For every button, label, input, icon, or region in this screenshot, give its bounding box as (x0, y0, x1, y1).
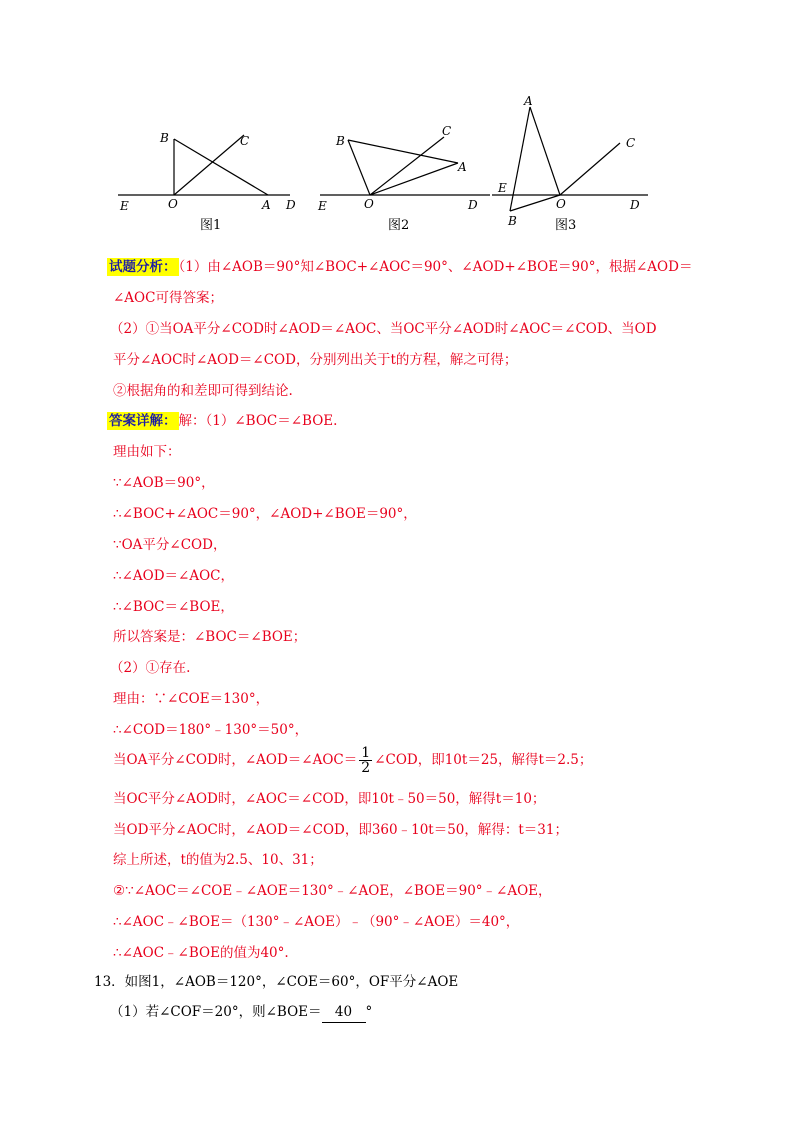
fig2-label-e: E (318, 199, 327, 213)
fraction-numerator: 1 (361, 745, 371, 761)
answer-line-16: ②∵∠AOC＝∠COE﹣∠AOE＝130°﹣∠AOE，∠BOE＝90°﹣∠AOE， (113, 883, 552, 899)
answer-line-7: ∴∠BOC＝∠BOE， (113, 599, 234, 615)
fig1-label-d: D (286, 198, 296, 212)
fig3-label-o: O (556, 197, 566, 211)
analysis-line-3: （2）①当OA平分∠COD时∠AOD＝∠AOC、当OC平分∠AOD时∠AOC＝∠COD、当OD (110, 321, 657, 337)
fig3-label-b: B (508, 214, 517, 228)
fig2-label-a: A (458, 160, 467, 174)
question-13-line-1: 13．如图1，∠AOB＝120°，∠COE＝60°，OF平分∠AOE (94, 974, 459, 990)
analysis-text-1: （1）由∠AOB＝90°知∠BOC+∠AOC＝90°、∠AOD+∠BOE＝90°，根据∠AOD＝ (178, 259, 693, 275)
answer-line-4: ∴∠BOC+∠AOC＝90°，∠AOD+∠BOE＝90°， (113, 506, 417, 522)
fig3-label-d: D (630, 198, 640, 212)
fig2-label-c: C (442, 124, 452, 138)
fig3-label-c: C (626, 136, 636, 150)
fig1-label-o: O (168, 197, 178, 211)
fig3-label-e: E (498, 181, 507, 195)
answer-line-8: 所以答案是：∠BOC＝∠BOE； (113, 629, 307, 645)
fig1-label-a: A (262, 198, 271, 212)
answer-line-2: 理由如下： (113, 444, 181, 460)
analysis-line-2: ∠AOC可得答案； (113, 290, 223, 306)
answer-line-11: ∴∠COD＝180°﹣130°＝50°， (113, 722, 309, 738)
answer-line-1 (107, 411, 337, 431)
answer-line-15: 综上所述，t的值为2.5、10、31； (113, 852, 323, 868)
analysis-line-4: 平分∠AOC时∠AOD＝∠COD，分别列出关于t的方程，解之可得； (113, 352, 518, 368)
geometry-figures (110, 95, 670, 240)
fraction-one-half (359, 746, 372, 775)
fig2-caption: 图2 (388, 218, 410, 233)
answer-text-12b: ∠COD，即10t＝25，解得t＝2.5； (374, 752, 593, 768)
fig1-caption: 图1 (200, 218, 222, 233)
analysis-line-5: ②根据角的和差即可得到结论. (113, 383, 293, 399)
fig1-label-e: E (120, 199, 129, 213)
figure-1 (118, 135, 290, 195)
answer-line-10: 理由：∵∠COE＝130°， (113, 691, 270, 707)
fig1-label-b: B (160, 131, 169, 145)
fig3-caption: 图3 (555, 218, 577, 233)
fig2-label-o: O (364, 197, 374, 211)
answer-line-5: ∵OA平分∠COD， (113, 537, 227, 553)
analysis-tag: 试题分析： (109, 259, 177, 275)
answer-line-9: （2）①存在. (110, 660, 191, 676)
answer-text-12a: 当OA平分∠COD时，∠AOD＝∠AOC＝ (113, 752, 358, 768)
answer-text-1: 解：（1）∠BOC＝∠BOE. (178, 413, 338, 429)
answer-line-18: ∴∠AOC﹣∠BOE的值为40°. (113, 945, 289, 961)
fig2-label-b: B (336, 134, 345, 148)
answer-tag: 答案详解： (109, 413, 177, 429)
fig2-label-d: D (468, 198, 478, 212)
question-13-answer: 40 (322, 1002, 366, 1023)
answer-line-3: ∵∠AOB＝90°， (113, 475, 215, 491)
answer-line-12 (113, 744, 592, 776)
question-13-line-2 (110, 1002, 372, 1023)
answer-line-14: 当OD平分∠AOC时，∠AOD＝∠COD，即360﹣10t＝50，解得：t＝31； (113, 822, 568, 838)
fraction-denominator: 2 (361, 760, 371, 776)
fig3-label-a: A (524, 95, 533, 108)
question-13-text: （1）若∠COF＝20°，则∠BOE＝ (110, 1004, 322, 1020)
answer-line-13: 当OC平分∠AOD时，∠AOC＝∠COD，即10t﹣50＝50，解得t＝10； (113, 791, 546, 807)
analysis-line-1 (107, 257, 692, 277)
fig1-label-c: C (240, 134, 250, 148)
answer-line-6: ∴∠AOD＝∠AOC， (113, 568, 234, 584)
question-13-degree: ° (365, 1004, 373, 1020)
answer-line-17: ∴∠AOC﹣∠BOE＝（130°﹣∠AOE）﹣（90°﹣∠AOE）＝40°， (113, 914, 520, 930)
figure-3 (492, 107, 648, 211)
